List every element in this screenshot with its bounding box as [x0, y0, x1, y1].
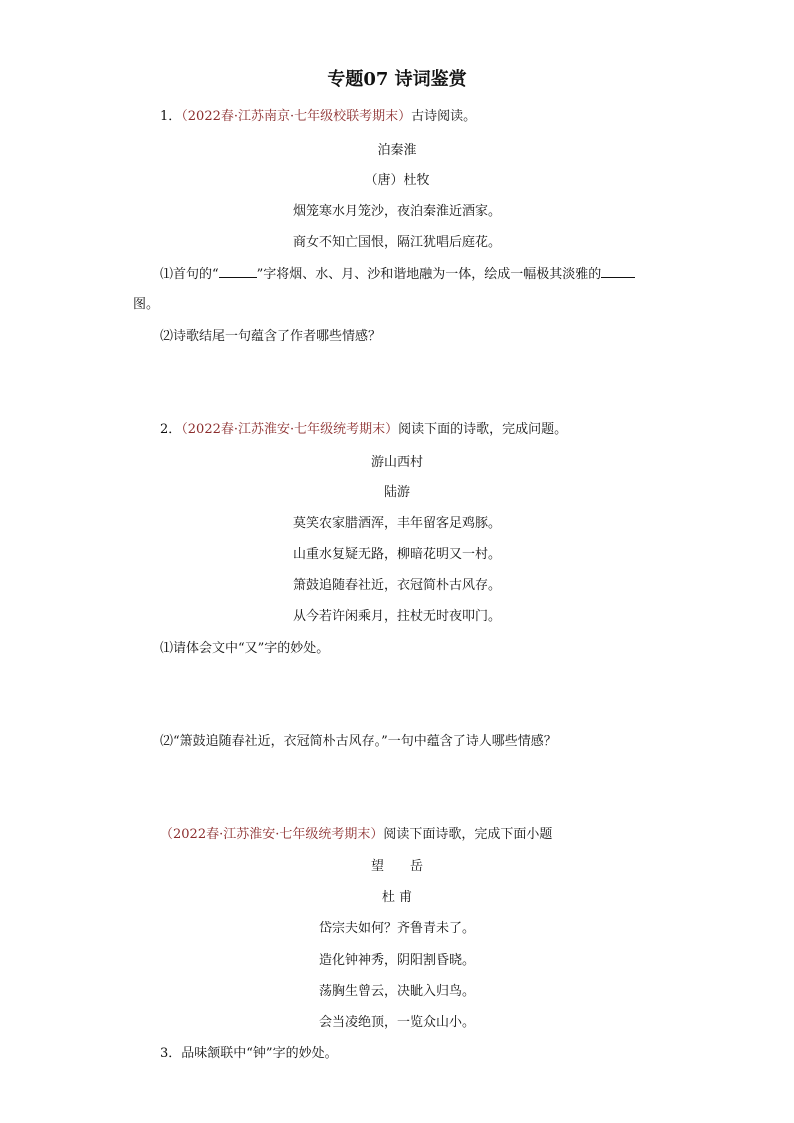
question-number: 1． — [160, 109, 182, 124]
poem-line: 烟笼寒水月笼沙，夜泊秦淮近酒家。 — [292, 204, 501, 219]
poem-line: 商女不知亡国恨，隔江犹唱后庭花。 — [292, 235, 501, 250]
poem-title: 泊秦淮 — [377, 143, 417, 158]
poem-line: 造化钟神秀，阴阳割昏晓。 — [318, 953, 475, 968]
sub-question-text: ⑴首句的“ — [160, 267, 219, 282]
sub-question-1-continuation: 图。 — [133, 297, 160, 312]
sub-question-1 — [160, 265, 635, 284]
sub-question-2: ⑵“箫鼓追随春社近，衣冠简朴古风存。”一句中蕴含了诗人哪些情感？ — [160, 734, 557, 749]
sub-question-2: ⑵诗歌结尾一句蕴含了作者哪些情感？ — [160, 329, 382, 344]
question-2-header — [160, 421, 567, 439]
sub-question-1: ⑴请体会文中“又”字的妙处。 — [160, 641, 330, 656]
poem-line: 荡胸生曾云，决眦入归鸟。 — [318, 984, 475, 999]
poem-line: 莫笑农家腊酒浑，丰年留客足鸡豚。 — [292, 516, 501, 531]
sub-question-text: ”字将烟、水、月、沙和谐地融为一体，绘成一幅极其淡雅的 — [256, 267, 602, 282]
page-title: 专题07 诗词鉴赏 — [327, 69, 467, 90]
poem-author: 杜 甫 — [381, 890, 413, 905]
question-number: 2． — [160, 422, 182, 437]
question-source: （2022春·江苏南京·七年级校联考期末） — [181, 109, 412, 124]
question-instruction: 阅读下面诗歌，完成下面小题 — [383, 827, 553, 842]
question-instruction: 古诗阅读。 — [411, 109, 477, 124]
question-instruction: 阅读下面的诗歌，完成问题。 — [398, 422, 568, 437]
question-3: 3．品味颔联中“钟”字的妙处。 — [160, 1046, 338, 1061]
poem-line: 岱宗夫如何？齐鲁青未了。 — [318, 921, 475, 936]
answer-blank[interactable] — [219, 265, 257, 278]
poem-line: 山重水复疑无路，柳暗花明又一村。 — [292, 547, 501, 562]
question-source: （2022春·江苏淮安·七年级统考期末） — [181, 422, 399, 437]
poem-author: （唐）杜牧 — [364, 173, 430, 188]
question-1-header — [160, 108, 476, 126]
poem-author: 陆游 — [383, 485, 410, 500]
poem-line: 从今若许闲乘月，拄杖无时夜叩门。 — [292, 609, 501, 624]
question-3-header — [160, 826, 552, 844]
answer-blank[interactable] — [601, 265, 635, 278]
poem-line: 会当凌绝顶，一览众山小。 — [318, 1015, 475, 1030]
poem-title: 游山西村 — [370, 455, 423, 470]
poem-title: 望 岳 — [370, 859, 423, 874]
question-source: （2022春·江苏淮安·七年级统考期末） — [160, 827, 384, 842]
poem-line: 箫鼓追随春社近，衣冠简朴古风存。 — [292, 578, 501, 593]
